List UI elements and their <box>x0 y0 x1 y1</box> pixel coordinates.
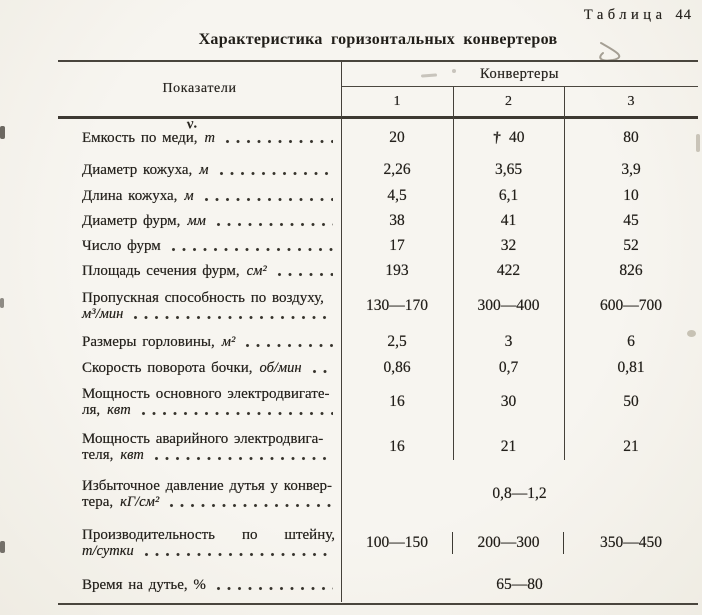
table-row <box>58 568 698 602</box>
row-value <box>453 262 564 280</box>
row-label-text: теля, <box>82 447 114 463</box>
table-row <box>58 470 698 518</box>
row-value <box>564 161 698 179</box>
row-values <box>341 183 698 208</box>
value-text: 30 <box>500 393 517 410</box>
row-value <box>453 438 564 456</box>
row-value <box>564 359 698 377</box>
table-row <box>58 283 698 329</box>
row-unit: см² <box>246 262 267 279</box>
row-label-line <box>82 306 335 322</box>
dot-leader <box>141 411 333 416</box>
dot-leader <box>204 197 333 202</box>
row-label-line <box>82 577 335 593</box>
row-unit: квт <box>120 447 144 463</box>
table-row <box>58 208 698 233</box>
value-text: 3 <box>504 333 513 350</box>
scan-artifact <box>452 69 456 73</box>
value-text: 6,1 <box>498 186 519 204</box>
value-text: 2,26 <box>383 161 411 178</box>
dot-leader <box>216 586 333 591</box>
row-values <box>341 380 698 424</box>
row-label-line <box>82 386 335 402</box>
value-text: 10 <box>623 186 639 204</box>
row-label-text: Мощность аварийного электродвига- <box>82 431 324 447</box>
value-text: 45 <box>623 211 639 229</box>
row-value <box>341 297 453 315</box>
row-unit: м² <box>221 334 236 350</box>
row-value <box>564 534 698 552</box>
row-label-line <box>82 263 335 279</box>
table-row <box>58 233 698 258</box>
header-indicators-label: Показатели <box>162 81 237 96</box>
row-values <box>341 157 698 183</box>
value-text: 6 <box>627 333 635 350</box>
table-row <box>58 329 698 355</box>
row-unit: м <box>184 187 194 204</box>
row-label-line <box>82 130 335 146</box>
row-label-text: Избыточное давление дутья у конвер- <box>82 478 333 494</box>
row-label-text: Диаметр фурм, <box>82 212 181 229</box>
scan-artifact <box>696 134 700 152</box>
row-label-text: Время на дутье, % <box>82 577 206 593</box>
column-divider-2-3 <box>564 87 565 460</box>
value-text: 32 <box>500 236 517 254</box>
row-value <box>453 359 564 377</box>
row-value <box>564 438 698 456</box>
row-label-line <box>82 360 335 376</box>
row-label <box>58 329 341 355</box>
value-text: 193 <box>385 261 409 279</box>
value-text: 600—700 <box>600 297 662 314</box>
value-text: 41 <box>500 211 517 229</box>
row-values <box>341 233 698 258</box>
value-text: 0,81 <box>617 358 645 376</box>
value-text: 21 <box>500 438 517 455</box>
row-value <box>341 262 453 280</box>
row-value <box>453 393 564 411</box>
row-label-text: ля, <box>82 402 101 418</box>
row-label <box>58 568 341 602</box>
dot-leader <box>277 272 333 277</box>
header-col-1: 1 <box>393 93 401 109</box>
span-value: 0,8—1,2 <box>492 485 547 502</box>
row-label <box>58 157 341 183</box>
row-values <box>341 518 698 568</box>
row-value <box>564 129 698 147</box>
table-row <box>58 424 698 470</box>
table-row <box>58 183 698 208</box>
table-caption-number: 44 <box>675 7 692 23</box>
row-label-line <box>82 238 335 254</box>
row-value <box>453 297 564 315</box>
dot-leader <box>216 222 333 227</box>
row-label <box>58 119 341 157</box>
row-label-line <box>82 431 335 447</box>
row-value <box>453 161 564 179</box>
row-label-line <box>82 447 335 463</box>
row-label-line <box>82 188 335 204</box>
row-label-text: Пропускная способность по воздуху, <box>82 290 324 306</box>
row-label-text: Диаметр кожуха, <box>82 162 193 178</box>
row-value <box>453 237 564 255</box>
value-text: 50 <box>623 393 639 410</box>
value-text: 2,5 <box>387 333 407 350</box>
row-label-line <box>82 494 335 510</box>
row-label <box>58 233 341 258</box>
row-value <box>564 393 698 411</box>
dot-leader <box>169 503 333 508</box>
row-value <box>341 534 453 552</box>
row-label <box>58 470 341 518</box>
row-label-line <box>82 402 335 418</box>
value-text: 4,5 <box>387 186 407 204</box>
value-text: 20 <box>389 129 405 146</box>
header-col-3: 3 <box>627 93 635 109</box>
value-separator <box>452 532 453 554</box>
value-text: 38 <box>389 211 405 229</box>
row-value <box>453 534 564 552</box>
value-text: 16 <box>389 393 405 410</box>
dot-leader <box>144 552 333 557</box>
table-row <box>58 119 698 157</box>
row-value <box>564 333 698 351</box>
row-label-line <box>82 478 335 494</box>
value-text: 350—450 <box>600 534 662 551</box>
row-label-line <box>82 527 335 543</box>
row-unit: мм <box>187 212 206 229</box>
value-separator <box>563 532 564 554</box>
row-label-line <box>82 213 335 229</box>
row-label-text: Скорость поворота бочки, <box>82 359 253 376</box>
converters-table <box>58 60 698 605</box>
row-label-text: Мощность основного электродвигате- <box>82 386 330 402</box>
column-divider-1-2 <box>453 87 454 460</box>
table-caption <box>584 7 692 24</box>
value-text: 21 <box>623 438 639 455</box>
handwritten-plus-mark: † <box>491 129 501 146</box>
row-values <box>341 119 698 157</box>
scan-artifact <box>0 541 5 553</box>
row-value <box>453 129 564 147</box>
column-divider-main <box>341 62 342 602</box>
row-value <box>341 333 453 351</box>
span-value: 65—80 <box>496 576 543 593</box>
row-value <box>564 212 698 230</box>
row-label-text: Число фурм <box>82 237 161 254</box>
scan-artifact <box>687 330 696 337</box>
table-header <box>58 62 698 119</box>
table-row <box>58 355 698 380</box>
row-value <box>453 333 564 351</box>
row-values <box>341 355 698 380</box>
dot-leader <box>312 369 333 374</box>
value-text: 40 <box>509 129 525 146</box>
value-text: 422 <box>496 261 521 279</box>
row-label-text: Производительность по штейну, <box>82 527 335 543</box>
row-value <box>453 212 564 230</box>
row-label-line <box>82 290 335 306</box>
table-row <box>58 157 698 183</box>
dot-leader <box>219 171 333 176</box>
table-row <box>58 258 698 283</box>
value-text: 3,65 <box>494 161 523 178</box>
header-converters-group <box>341 62 698 116</box>
value-text: 16 <box>389 438 405 455</box>
value-text: 0,86 <box>383 358 411 376</box>
row-values <box>341 208 698 233</box>
value-text: 80 <box>623 129 639 146</box>
row-label <box>58 518 341 568</box>
row-values <box>341 283 698 329</box>
row-value <box>341 187 453 205</box>
header-col-2: 2 <box>505 93 512 109</box>
row-value <box>341 359 453 377</box>
row-label-line <box>82 162 335 178</box>
table-title: Характеристика горизонтальных конвертеров <box>198 31 558 48</box>
handwritten-check-mark: ν. <box>185 115 199 133</box>
row-label-text: Емкость по меди, <box>82 130 198 146</box>
value-text: 17 <box>389 236 405 254</box>
row-value <box>341 393 453 411</box>
row-label <box>58 208 341 233</box>
row-values <box>341 258 698 283</box>
dot-leader <box>245 343 333 348</box>
row-value <box>341 212 453 230</box>
row-value <box>564 237 698 255</box>
row-unit: т <box>204 130 215 146</box>
row-value <box>564 262 698 280</box>
row-label-text: Размеры горловины, <box>82 334 215 350</box>
table-row <box>58 380 698 424</box>
row-value <box>564 187 698 205</box>
table-row <box>58 518 698 568</box>
row-values <box>341 470 698 518</box>
row-value <box>341 129 453 147</box>
table-body <box>58 119 698 602</box>
value-text: 826 <box>619 261 643 279</box>
dot-leader <box>133 315 333 320</box>
value-text: 0,7 <box>498 358 519 376</box>
row-label-line <box>82 543 335 559</box>
header-column-numbers <box>341 87 698 116</box>
row-values <box>341 568 698 602</box>
row-label <box>58 380 341 424</box>
scan-artifact <box>0 126 5 139</box>
value-text: 3,9 <box>621 161 641 178</box>
row-value <box>341 237 453 255</box>
row-label-text: Площадь сечения фурм, <box>82 262 240 279</box>
row-value <box>341 438 453 456</box>
row-value <box>341 161 453 179</box>
row-label <box>58 283 341 329</box>
row-label-text: тера, <box>82 494 114 510</box>
row-label <box>58 183 341 208</box>
row-unit: т/сутки <box>82 543 134 559</box>
row-unit: квт <box>107 402 131 418</box>
dot-leader <box>171 247 333 252</box>
row-label-text: Длина кожуха, <box>82 187 178 204</box>
value-text: 200—300 <box>477 534 540 551</box>
table-caption-word: Таблица <box>583 7 667 23</box>
value-text: 52 <box>623 236 639 254</box>
row-label <box>58 424 341 470</box>
dot-leader <box>225 139 333 144</box>
row-unit: м³/мин <box>82 306 124 322</box>
row-label-line <box>82 334 335 350</box>
row-label <box>58 355 341 380</box>
row-value <box>564 297 698 315</box>
dot-leader <box>154 456 333 461</box>
row-unit: об/мин <box>259 359 302 376</box>
scan-artifact <box>0 298 4 308</box>
header-group-label: Конвертеры <box>341 62 698 87</box>
row-values <box>341 424 698 470</box>
row-unit: кГ/см² <box>120 494 160 510</box>
row-label <box>58 258 341 283</box>
value-text: 300—400 <box>477 297 540 314</box>
value-text: 130—170 <box>366 297 428 314</box>
row-values <box>341 329 698 355</box>
value-text: 100—150 <box>366 534 428 551</box>
row-unit: м <box>199 162 209 178</box>
row-value <box>453 187 564 205</box>
